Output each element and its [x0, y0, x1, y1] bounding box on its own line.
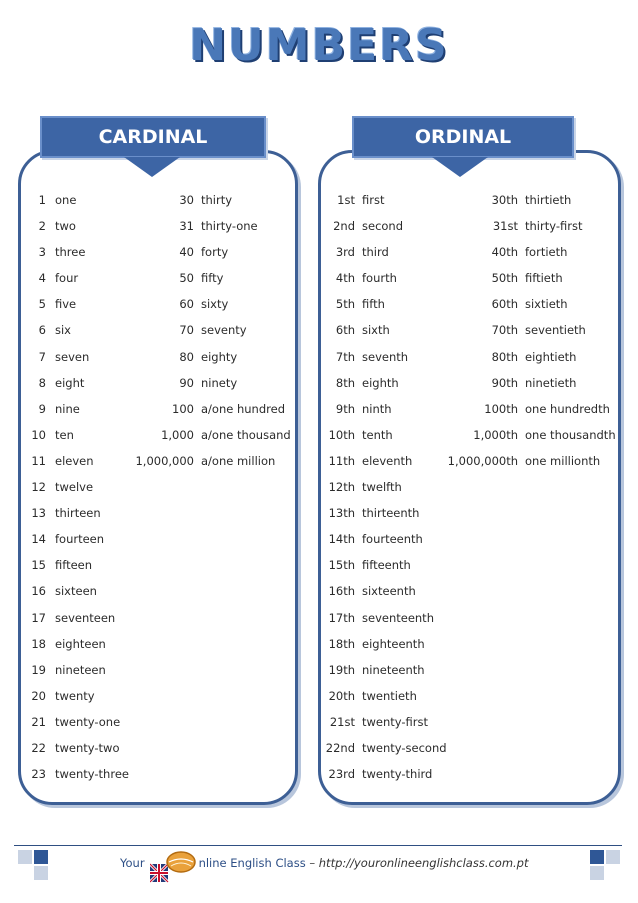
- number-row: [120, 265, 291, 291]
- number-word: twenty-third: [362, 767, 433, 782]
- number-word: ten: [55, 427, 74, 442]
- number-row: [440, 344, 616, 370]
- number-row: [24, 605, 129, 631]
- number-word: ninth: [362, 401, 392, 416]
- number-word: eightieth: [525, 349, 577, 364]
- number-figure: 4: [38, 271, 46, 286]
- number-row: [24, 448, 129, 474]
- number-word: forty: [201, 245, 229, 260]
- number-word: seventy: [201, 323, 247, 338]
- number-row: [440, 213, 616, 239]
- page-title: NUMBERS: [189, 20, 449, 71]
- number-row: [24, 370, 129, 396]
- number-word: thirty-one: [201, 219, 258, 234]
- number-row: [322, 683, 447, 709]
- footer-separator: –: [305, 856, 319, 870]
- number-word: fifteenth: [362, 558, 411, 573]
- number-word: fifth: [362, 297, 385, 312]
- number-row: [24, 683, 129, 709]
- number-row: [322, 761, 447, 787]
- number-figure: 9th: [335, 401, 355, 416]
- footer-brand-end: nline English Class: [198, 856, 306, 870]
- number-word: thirteenth: [362, 506, 420, 521]
- number-figure: 11: [31, 453, 46, 468]
- footer-url[interactable]: http://youronlineenglishclass.com.pt: [318, 856, 529, 870]
- number-word: twenty-two: [55, 740, 120, 755]
- number-figure: 22: [31, 740, 46, 755]
- number-word: fourteenth: [362, 532, 423, 547]
- footer-decor-right: [590, 850, 620, 880]
- number-word: eighteen: [55, 636, 106, 651]
- number-word: seventh: [362, 349, 409, 364]
- footer-brand-start: Your: [120, 856, 145, 870]
- number-row: [24, 631, 129, 657]
- number-word: ninetieth: [525, 375, 577, 390]
- number-word: eleventh: [362, 453, 413, 468]
- number-figure: 15th: [328, 558, 355, 573]
- number-figure: 31: [179, 219, 194, 234]
- number-word: eighth: [362, 375, 399, 390]
- number-word: twentieth: [362, 688, 417, 703]
- number-figure: 16: [31, 584, 46, 599]
- footer-text: [120, 856, 529, 870]
- number-row: [322, 317, 447, 343]
- number-row: [120, 317, 291, 343]
- number-row: [440, 239, 616, 265]
- number-word: fifty: [201, 271, 224, 286]
- number-figure: 12: [31, 480, 46, 495]
- number-figure: 80: [179, 349, 194, 364]
- number-word: nineteenth: [362, 662, 425, 677]
- number-word: thirty-first: [525, 219, 583, 234]
- number-row: [24, 396, 129, 422]
- number-word: twenty: [55, 688, 95, 703]
- number-figure: 10th: [328, 427, 355, 442]
- number-row: [440, 265, 616, 291]
- number-row: [24, 552, 129, 578]
- number-figure: 5th: [335, 297, 355, 312]
- number-figure: 90: [179, 375, 194, 390]
- number-word: one thousandth: [525, 427, 616, 442]
- number-row: [440, 370, 616, 396]
- number-row: [120, 239, 291, 265]
- number-figure: 18th: [328, 636, 355, 651]
- number-figure: 100: [172, 401, 194, 416]
- number-figure: 1,000,000: [135, 453, 194, 468]
- number-figure: 22nd: [325, 740, 355, 755]
- number-figure: 17th: [328, 610, 355, 625]
- number-word: fourth: [362, 271, 397, 286]
- number-figure: 70th: [491, 323, 518, 338]
- number-word: ninety: [201, 375, 238, 390]
- number-row: [120, 370, 291, 396]
- number-figure: 40th: [491, 245, 518, 260]
- number-figure: 70: [179, 323, 194, 338]
- number-row: [120, 422, 291, 448]
- number-row: [24, 422, 129, 448]
- number-row: [322, 370, 447, 396]
- number-row: [322, 631, 447, 657]
- ordinal-column-2: [440, 187, 616, 474]
- number-word: three: [55, 245, 86, 260]
- number-row: [24, 344, 129, 370]
- number-figure: 20th: [328, 688, 355, 703]
- number-row: [24, 317, 129, 343]
- number-figure: 7th: [335, 349, 355, 364]
- number-word: twenty-three: [55, 767, 129, 782]
- number-word: eighty: [201, 349, 238, 364]
- number-word: two: [55, 219, 76, 234]
- cardinal-column-1: [24, 187, 129, 787]
- number-row: [322, 187, 447, 213]
- number-figure: 4th: [335, 271, 355, 286]
- number-row: [322, 578, 447, 604]
- number-row: [322, 605, 447, 631]
- number-figure: 21: [31, 714, 46, 729]
- number-word: a/one hundred: [201, 401, 285, 416]
- number-row: [120, 187, 291, 213]
- number-word: seventieth: [525, 323, 586, 338]
- number-figure: 6th: [335, 323, 355, 338]
- number-figure: 1: [38, 193, 46, 207]
- number-row: [24, 709, 129, 735]
- number-figure: 17: [31, 610, 46, 625]
- number-row: [322, 265, 447, 291]
- number-row: [24, 526, 129, 552]
- number-word: a/one thousand: [201, 427, 291, 442]
- number-figure: 13: [31, 506, 46, 521]
- cardinal-arrow: [124, 157, 180, 177]
- number-figure: 50: [179, 271, 194, 286]
- number-row: [440, 187, 616, 213]
- number-figure: 30th: [491, 193, 518, 207]
- number-word: twenty-one: [55, 714, 121, 729]
- number-figure: 11th: [328, 453, 355, 468]
- number-figure: 30: [179, 193, 194, 207]
- number-figure: 13th: [328, 506, 355, 521]
- number-row: [120, 291, 291, 317]
- number-figure: 18: [31, 636, 46, 651]
- number-word: twenty-second: [362, 740, 447, 755]
- number-word: four: [55, 271, 79, 286]
- ordinal-arrow: [432, 157, 488, 177]
- number-word: fiftieth: [525, 271, 563, 286]
- ordinal-heading: ORDINAL: [352, 116, 574, 158]
- number-figure: 90th: [491, 375, 518, 390]
- number-row: [322, 291, 447, 317]
- cardinal-heading: CARDINAL: [40, 116, 266, 158]
- number-row: [24, 500, 129, 526]
- number-row: [322, 213, 447, 239]
- number-word: eight: [55, 375, 85, 390]
- number-figure: 1,000: [161, 427, 194, 442]
- number-figure: 1st: [337, 193, 355, 207]
- number-word: sixtieth: [525, 297, 568, 312]
- number-row: [120, 396, 291, 422]
- number-row: [120, 448, 291, 474]
- number-figure: 2: [38, 219, 46, 234]
- number-figure: 40: [179, 245, 194, 260]
- number-word: tenth: [362, 427, 393, 442]
- number-row: [322, 657, 447, 683]
- number-figure: 3rd: [335, 245, 355, 260]
- number-figure: 10: [31, 427, 46, 442]
- number-row: [24, 578, 129, 604]
- number-row: [322, 735, 447, 761]
- number-row: [322, 344, 447, 370]
- number-row: [24, 474, 129, 500]
- number-word: nineteen: [55, 662, 106, 677]
- number-row: [120, 213, 291, 239]
- number-word: twelve: [55, 480, 94, 495]
- number-row: [322, 552, 447, 578]
- number-row: [24, 213, 129, 239]
- number-row: [24, 761, 129, 787]
- number-figure: 2nd: [333, 219, 355, 234]
- number-word: first: [362, 193, 385, 207]
- number-row: [24, 735, 129, 761]
- number-word: eleven: [55, 453, 94, 468]
- number-figure: 5: [38, 297, 46, 312]
- number-row: [322, 526, 447, 552]
- number-row: [24, 657, 129, 683]
- number-word: fortieth: [525, 245, 568, 260]
- number-figure: 21st: [329, 714, 355, 729]
- number-figure: 14: [31, 532, 46, 547]
- ordinal-column-1: [322, 187, 447, 787]
- number-figure: 19: [31, 662, 46, 677]
- number-word: third: [362, 245, 389, 260]
- number-figure: 60: [179, 297, 194, 312]
- number-figure: 6: [38, 323, 46, 338]
- number-figure: 20: [31, 688, 46, 703]
- number-figure: 50th: [491, 271, 518, 286]
- number-figure: 9: [38, 401, 46, 416]
- number-word: thirtieth: [525, 193, 572, 207]
- number-figure: 3: [38, 245, 46, 260]
- number-figure: 7: [38, 349, 46, 364]
- number-word: one millionth: [525, 453, 601, 468]
- footer-divider: [14, 845, 622, 846]
- number-figure: 19th: [328, 662, 355, 677]
- number-row: [24, 291, 129, 317]
- number-word: second: [362, 219, 404, 234]
- number-row: [322, 422, 447, 448]
- number-figure: 100th: [484, 401, 518, 416]
- number-row: [440, 291, 616, 317]
- number-row: [322, 448, 447, 474]
- number-figure: 31st: [492, 219, 518, 234]
- number-word: sixty: [201, 297, 229, 312]
- number-word: twenty-first: [362, 714, 429, 729]
- number-word: twelfth: [362, 480, 402, 495]
- cardinal-column-2: [120, 187, 291, 474]
- number-row: [322, 500, 447, 526]
- number-row: [322, 239, 447, 265]
- number-figure: 23rd: [328, 767, 355, 782]
- number-row: [440, 317, 616, 343]
- number-word: sixteenth: [362, 584, 416, 599]
- number-word: sixteen: [55, 584, 97, 599]
- number-row: [440, 396, 616, 422]
- number-row: [322, 474, 447, 500]
- number-word: one hundredth: [525, 401, 610, 416]
- number-figure: 1,000,000th: [447, 453, 518, 468]
- number-figure: 8th: [335, 375, 355, 390]
- number-row: [24, 239, 129, 265]
- number-row: [440, 448, 616, 474]
- number-word: one: [55, 193, 77, 207]
- number-word: fourteen: [55, 532, 105, 547]
- number-word: six: [55, 323, 71, 338]
- number-word: eighteenth: [362, 636, 425, 651]
- number-row: [120, 344, 291, 370]
- number-word: a/one million: [201, 453, 276, 468]
- number-row: [322, 709, 447, 735]
- number-word: thirteen: [55, 506, 101, 521]
- number-row: [440, 422, 616, 448]
- number-row: [24, 265, 129, 291]
- number-word: seventeen: [55, 610, 116, 625]
- number-figure: 14th: [328, 532, 355, 547]
- number-row: [322, 396, 447, 422]
- number-figure: 15: [31, 558, 46, 573]
- number-word: sixth: [362, 323, 390, 338]
- number-figure: 1,000th: [473, 427, 518, 442]
- number-word: five: [55, 297, 77, 312]
- number-word: seventeenth: [362, 610, 434, 625]
- number-figure: 60th: [491, 297, 518, 312]
- number-figure: 8: [38, 375, 46, 390]
- number-word: thirty: [201, 193, 233, 207]
- number-figure: 23: [31, 767, 46, 782]
- number-figure: 12th: [328, 480, 355, 495]
- number-row: [24, 187, 129, 213]
- number-figure: 16th: [328, 584, 355, 599]
- number-word: fifteen: [55, 558, 93, 573]
- footer-decor-left: [18, 850, 48, 880]
- number-word: seven: [55, 349, 90, 364]
- number-word: nine: [55, 401, 80, 416]
- number-figure: 80th: [491, 349, 518, 364]
